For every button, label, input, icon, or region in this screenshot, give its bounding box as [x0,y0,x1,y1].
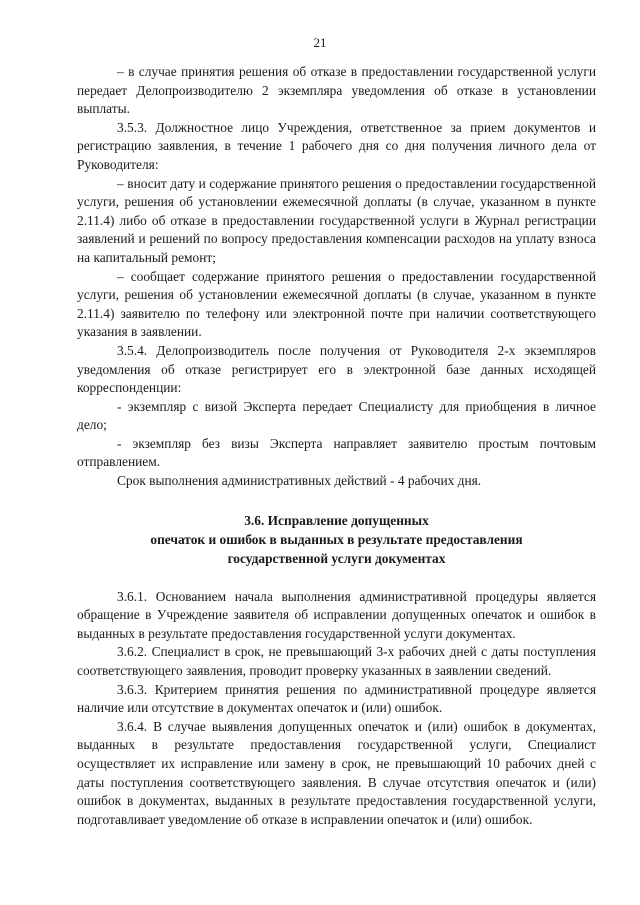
paragraph-copy-with-visa: - экземпляр с визой Эксперта передает Специалисту для приобщения в личное дело; [77,398,596,433]
document-body [77,63,596,829]
paragraph-deadline: Срок выполнения административных действий - 4 рабочих дня. [117,473,482,489]
paragraph-copy-without-visa: - экземпляр без визы Эксперта направляет заявителю простым почтовым отправлением. [77,435,596,470]
paragraph-3-6-2: 3.6.2. Специалист в срок, не превышающий 3-х рабочих дней с даты поступления соответствующего заявления, проводит проверку указанных в заявлении сведений. [77,644,596,679]
paragraph-refusal-transfer: – в случае принятия решения об отказе в предоставлении государственной услуги передает Делопроизводителю 2 экземпляра уведомления об отказе в установлении выплаты. [77,64,596,117]
heading-line-3: государственной услуги документах [227,550,446,566]
paragraph-3-6-3: 3.6.3. Критерием принятия решения по административной процедуре является наличие или отсутствие в документах опечаток и (или) ошибок. [77,681,596,716]
paragraph-3-5-3: 3.5.3. Должностное лицо Учреждения, ответственное за прием документов и регистрацию заявления, в течение 1 рабочего дня со дня получения личного дела от Руководителя: [77,119,596,172]
paragraph-3-5-4: 3.5.4. Делопроизводитель после получения от Руководителя 2-х экземпляров уведомления об отказе регистрирует его в электронной базе данных исходящей корреспонденции: [77,342,596,396]
heading-line-1: 3.6. Исправление допущенных [244,512,429,528]
paragraph-3-6-1: 3.6.1. Основанием начала выполнения административной процедуры является обращение в Учреждение заявителя об исправлении допущенных опечаток и ошибок в выданных в результате предоставления государственной услуги документах. [77,588,596,641]
paragraph-record-decision: – вносит дату и содержание принятого решения о предоставлении государственной услуги, решения об установлении ежемесячной доплаты (в случае, указанном в пункте 2.11.4) либо об отказе в предоставлении государственной услуги в Журнал регистрации заявлений и решений по вопросу предоставления компенсации расходов на уплату взноса на капитальный ремонт; [77,175,596,265]
section-heading-3-6 [77,511,596,568]
paragraph-inform-applicant: – сообщает содержание принятого решения о предоставлении государственной услуги, решения об установлении ежемесячной доплаты (в случае, указанном в пункте 2.11.4) заявителю по телефону или электронной почте при наличии соответствующего указания в заявлении. [77,268,596,340]
heading-line-2: опечаток и ошибок в выданных в результате предоставления [150,531,523,547]
page-number: 21 [313,35,327,50]
paragraph-3-6-4: 3.6.4. В случае выявления допущенных опечаток и (или) ошибок в документах, выданных в результате предоставления государственной услуги, Специалист осуществляет их исправление или замену в срок, не превышающий 10 рабочих дней с даты поступления соответствующего заявления. В случае отсутствия опечаток и (или) ошибок в документах, выданных в результате предоставления государственной услуги, подготавливает уведомление об отказе в исправлении опечаток и (или) ошибок. [77,718,596,827]
